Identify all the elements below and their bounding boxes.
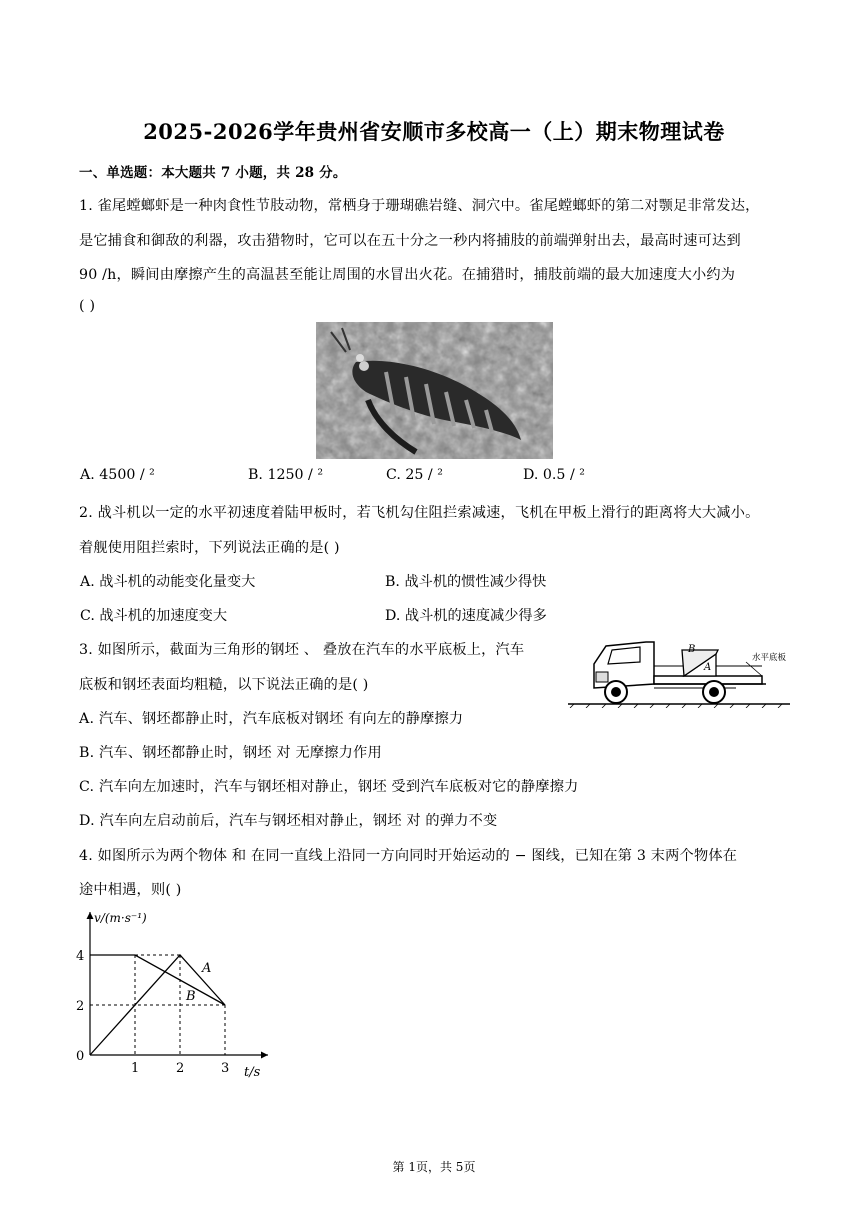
q2-option-c[interactable]: C. 战斗机的加速度变大 xyxy=(80,608,228,624)
q2-line-2: 着舰使用阻拦索时，下列说法正确的是( ) xyxy=(79,540,340,556)
q2-option-b[interactable]: B. 战斗机的惯性减少得快 xyxy=(385,574,547,590)
q1-paren: ( ) xyxy=(79,298,96,314)
q3-line-2: 底板和钢坯表面均粗糙，以下说法正确的是( ) xyxy=(79,677,369,693)
page-footer: 第 1页，共 5页 xyxy=(392,1160,476,1174)
section-heading: 一、单选题：本大题共 7 小题，共 28 分。 xyxy=(79,165,347,181)
q3-option-d[interactable]: D. 汽车向左启动前后，汽车与钢坯相对静止，钢坯 对 的弹力不变 xyxy=(79,813,498,829)
q1-option-c[interactable]: C. 25 / ² xyxy=(386,467,443,483)
q3-line-1: 3. 如图所示，截面为三角形的钢坯 、 叠放在汽车的水平底板上，汽车 xyxy=(79,642,525,658)
x-tick-label: 1 xyxy=(131,1061,140,1076)
vt-graph xyxy=(72,908,272,1080)
series-label-a: A xyxy=(202,961,212,976)
truck-label-plate: 水平底板 xyxy=(752,653,787,663)
q3-option-a[interactable]: A. 汽车、钢坯都静止时，汽车底板对钢坯 有向左的静摩擦力 xyxy=(79,711,464,727)
y-tick-label: 0 xyxy=(76,1049,85,1064)
q2-option-d[interactable]: D. 战斗机的速度减少得多 xyxy=(385,608,547,624)
q2-line-1: 2. 战斗机以一定的水平初速度着陆甲板时，若飞机勾住阻拦索减速，飞机在甲板上滑行的距离将大大减小。 xyxy=(79,505,760,521)
q1-option-d[interactable]: D. 0.5 / ² xyxy=(523,467,585,483)
x-tick-label: 2 xyxy=(176,1061,185,1076)
q1-line-2: 是它捕食和御敌的利器，攻击猎物时，它可以在五十分之一秒内将捕肢的前端弹射出去，最高时速可达到 xyxy=(79,233,741,249)
truck-diagram xyxy=(566,636,792,708)
truck-label-b: B xyxy=(688,644,696,655)
q2-option-a[interactable]: A. 战斗机的动能变化量变大 xyxy=(80,574,256,590)
truck-label-a: A xyxy=(704,662,712,673)
q3-option-c[interactable]: C. 汽车向左加速时，汽车与钢坯相对静止，钢坯 受到汽车底板对它的静摩擦力 xyxy=(79,779,579,795)
y-tick-label: 2 xyxy=(76,999,85,1014)
mantis-shrimp-photo xyxy=(316,322,553,459)
q4-line-2: 途中相遇，则( ) xyxy=(79,882,182,898)
q1-line-1: 1. 雀尾螳螂虾是一种肉食性节肢动物，常栖身于珊瑚礁岩缝、洞穴中。雀尾螳螂虾的第二对颚足非常发达， xyxy=(79,198,760,214)
page-title: 2025-2026学年贵州省安顺市多校高一（上）期末物理试卷 xyxy=(143,119,725,144)
x-tick-label: 3 xyxy=(221,1061,230,1076)
q4-line-1: 4. 如图所示为两个物体 和 在同一直线上沿同一方向同时开始运动的 − 图线，已知在第 3 末两个物体在 xyxy=(79,848,738,864)
q1-option-a[interactable]: A. 4500 / ² xyxy=(80,467,155,483)
vt-graph-svg xyxy=(72,908,272,1080)
q1-line-3: 90 /h，瞬间由摩擦产生的高温甚至能让周围的水冒出火花。在捕猎时，捕肢前端的最大加速度大小约为 xyxy=(79,267,736,283)
q1-option-b[interactable]: B. 1250 / ² xyxy=(248,467,324,483)
y-axis-label: v/(m·s⁻¹) xyxy=(94,911,147,925)
y-tick-label: 4 xyxy=(76,949,85,964)
mantis-shrimp-image xyxy=(316,322,553,459)
truck-figure xyxy=(566,636,792,708)
q3-option-b[interactable]: B. 汽车、钢坯都静止时，钢坯 对 无摩擦力作用 xyxy=(79,745,382,761)
x-axis-label: t/s xyxy=(244,1065,261,1080)
series-label-b: B xyxy=(186,989,196,1004)
